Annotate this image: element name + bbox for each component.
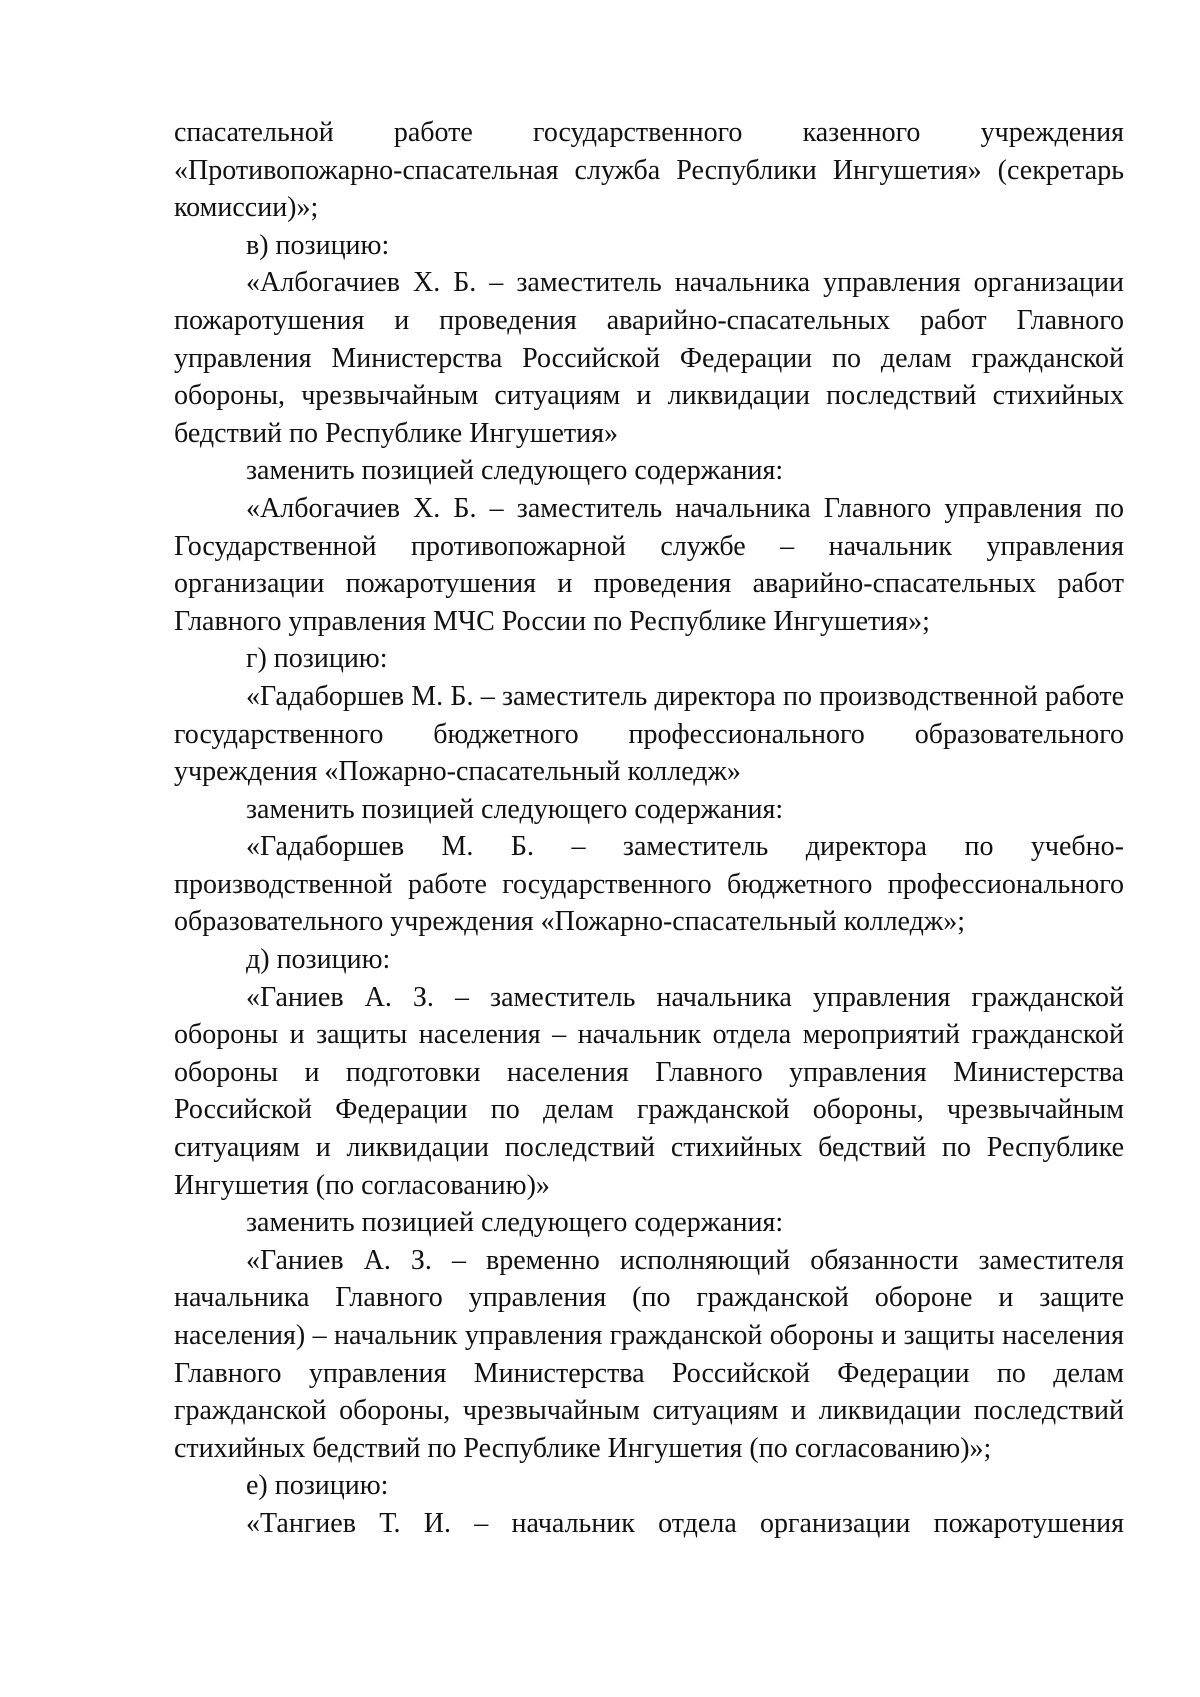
paragraph-replace-instruction: заменить позицией следующего содержания: (246, 455, 784, 487)
paragraph-position-ganiev-old: «Ганиев А. З. – заместитель начальника управления гражданской обороны и защиты населения – начальник отдела мероприятий гражданской обороны и подготовки населения Главного управления Министерства Российской Федерации по делам гражданской обороны, чрезвычайным ситуациям и ликвидации последствий стихийных бедствий по Республике Ингушетия (по согласованию)» (174, 981, 1124, 1201)
paragraph-subitem-v: в) позицию: (246, 229, 390, 261)
paragraph-position-gadaborshev-new: «Гадаборшев М. Б. – заместитель директора по учебно-производственной работе государственного бюджетного профессионального образовательного учреждения «Пожарно-спасательный колледж»; (174, 831, 1124, 938)
paragraph-continuation: спасательной работе государственного казенного учреждения «Противопожарно-спасательная служба Республики Ингушетия» (секретарь комиссии)»; (174, 117, 1124, 224)
paragraph-position-tangiev-old: «Тангиев Т. И. – начальник отдела организации пожаротушения (246, 1507, 1124, 1539)
paragraph-replace-instruction: заменить позицией следующего содержания: (246, 793, 784, 825)
paragraph-position-ganiev-new: «Ганиев А. З. – временно исполняющий обязанности заместителя начальника Главного управления (по гражданской обороне и защите населения) – начальник управления гражданской обороны и защиты населения Главного управления Министерства Российской Федерации по делам гражданской обороны, чрезвычайным ситуациям и ликвидации последствий стихийных бедствий по Республике Ингушетия (по согласованию)»; (174, 1244, 1124, 1464)
paragraph-position-gadaborshev-old: «Гадаборшев М. Б. – заместитель директора по производственной работе государственного бюджетного профессионального образовательного учреждения «Пожарно-спасательный колледж» (174, 680, 1124, 788)
paragraph-position-albogachiev-old: «Албогачиев Х. Б. – заместитель начальника управления организации пожаротушения и проведения аварийно-спасательных работ Главного управления Министерства Российской Федерации по делам гражданской обороны, чрезвычайным ситуациям и ликвидации последствий стихийных бедствий по Республике Ингушетия» (174, 267, 1124, 449)
paragraph-subitem-g: г) позицию: (246, 643, 388, 675)
paragraph-position-albogachiev-new: «Албогачиев Х. Б. – заместитель начальника Главного управления по Государственной противопожарной службе – начальник управления организации пожаротушения и проведения аварийно-спасательных работ Главного управления МЧС России по Республике Ингушетия»; (174, 492, 1124, 637)
paragraph-subitem-d: д) позицию: (246, 944, 391, 976)
paragraph-subitem-e: е) позицию: (246, 1470, 389, 1502)
document-body (174, 114, 1124, 1543)
paragraph-replace-instruction: заменить позицией следующего содержания: (246, 1207, 784, 1239)
